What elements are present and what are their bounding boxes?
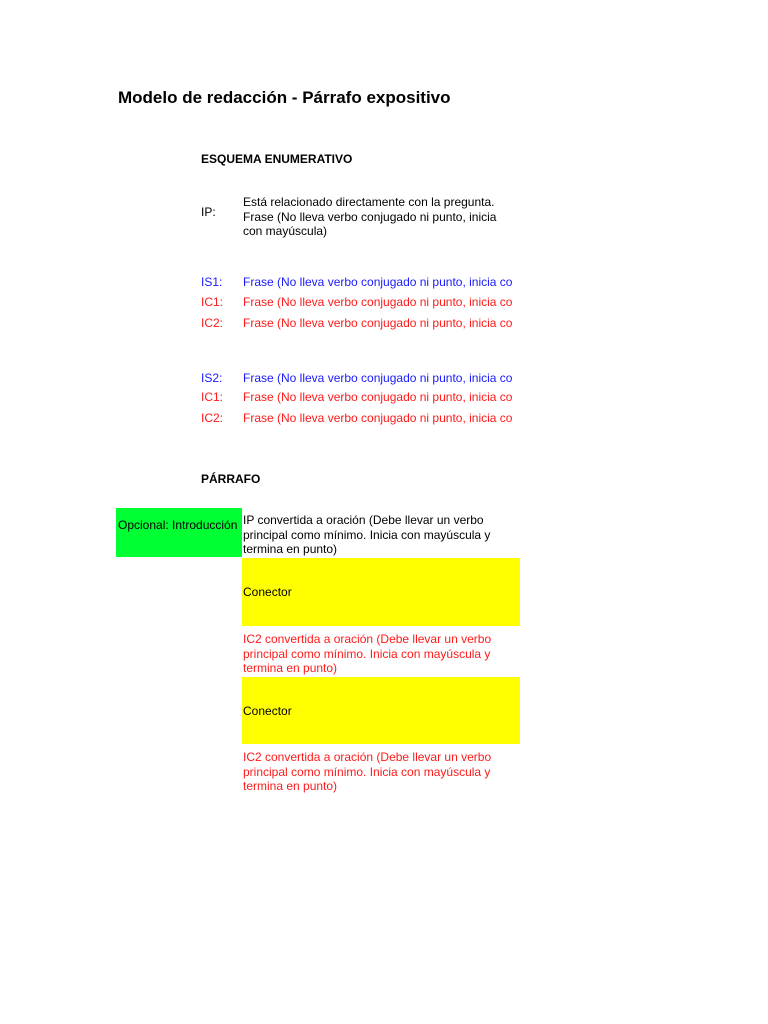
- ic2-text-group2: Frase (No lleva verbo conjugado ni punto, inicia co: [243, 411, 513, 425]
- esquema-heading: ESQUEMA ENUMERATIVO: [201, 152, 353, 166]
- is1-label: IS1:: [201, 275, 223, 289]
- ic1-text-group1: Frase (No lleva verbo conjugado ni punto, inicia co: [243, 295, 513, 309]
- ic2-sentence-1: IC2 convertida a oración (Debe llevar un verbo principal como mínimo. Inicia con mayúscula y termina en punto): [243, 632, 492, 675]
- ip-sentence: IP convertida a oración (Debe llevar un verbo principal como mínimo. Inicia con mayúscula y termina en punto): [243, 513, 491, 556]
- is1-text: Frase (No lleva verbo conjugado ni punto, inicia co: [243, 275, 513, 289]
- ip-label: IP:: [201, 205, 216, 219]
- ic2-text-group1: Frase (No lleva verbo conjugado ni punto, inicia co: [243, 316, 513, 330]
- ic1-label-group2: IC1:: [201, 390, 224, 404]
- ic2-label-group1: IC2:: [201, 316, 224, 330]
- opcional-introduccion-label: Opcional: Introducción: [118, 518, 238, 532]
- connector-cell-1: [242, 558, 520, 626]
- ip-description: Está relacionado directamente con la pregunta. Frase (No lleva verbo conjugado ni punto, inicia con mayúscula): [243, 195, 497, 238]
- ic1-label-group1: IC1:: [201, 295, 224, 309]
- parrafo-heading: PÁRRAFO: [201, 472, 261, 486]
- connector-label-2: Conector: [243, 703, 292, 718]
- is2-text: Frase (No lleva verbo conjugado ni punto, inicia co: [243, 371, 513, 385]
- ic2-label-group2: IC2:: [201, 411, 224, 425]
- ic1-text-group2: Frase (No lleva verbo conjugado ni punto, inicia co: [243, 390, 513, 404]
- connector-label-1: Conector: [243, 585, 292, 599]
- document-title: Modelo de redacción - Párrafo expositivo: [118, 88, 451, 107]
- ic2-sentence-2: IC2 convertida a oración (Debe llevar un verbo principal como mínimo. Inicia con mayúscula y termina en punto): [243, 750, 492, 793]
- is2-label: IS2:: [201, 371, 223, 385]
- connector-cell-2: [242, 677, 520, 744]
- opcional-highlight: [116, 508, 242, 557]
